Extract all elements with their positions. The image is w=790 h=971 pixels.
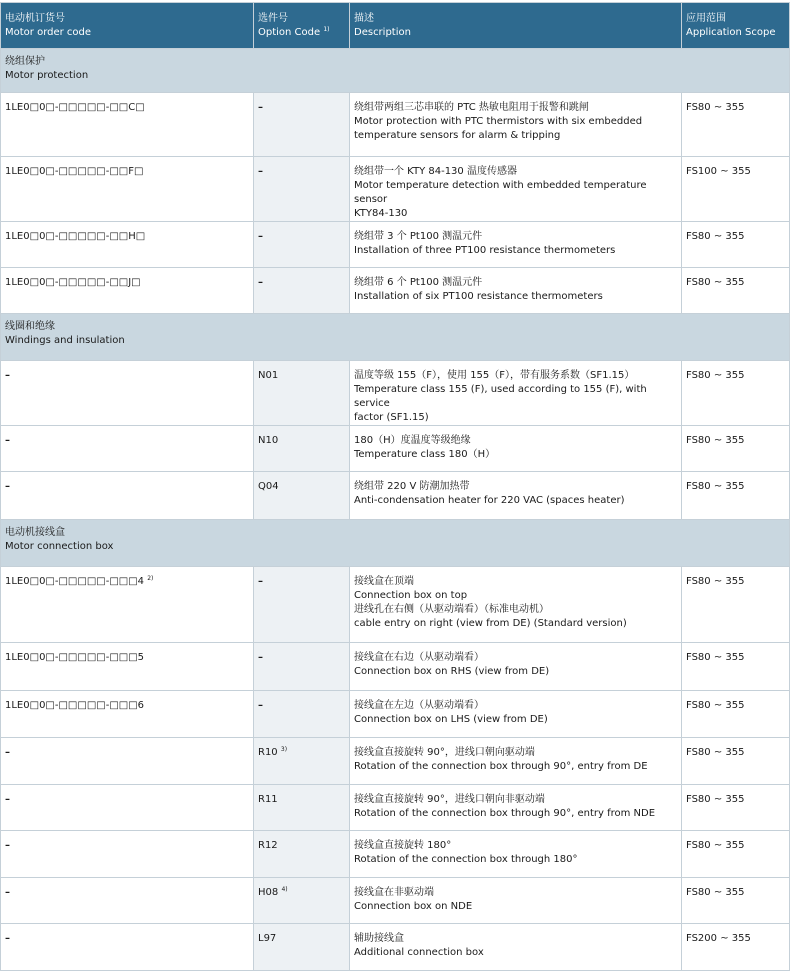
- application-scope: FS80 ~ 355: [686, 231, 745, 242]
- application-scope: FS80 ~ 355: [686, 700, 745, 711]
- description-cell: [350, 831, 682, 878]
- description-line: Anti-condensation heater for 220 VAC (spaces heater): [354, 495, 625, 506]
- option-code: –: [258, 576, 263, 587]
- description-cell: [350, 691, 682, 738]
- motor-order-code: –: [5, 794, 10, 805]
- description-cell: [350, 878, 682, 924]
- option-code: –: [258, 700, 263, 711]
- application-scope: FS80 ~ 355: [686, 481, 745, 492]
- section-header: [1, 520, 790, 567]
- motor-order-code: –: [5, 370, 10, 381]
- table-row: [1, 924, 790, 971]
- application-scope-cell: [682, 924, 790, 971]
- description-line: 绕组带 3 个 Pt100 测温元件: [354, 231, 483, 242]
- description-line: 进线孔在右侧（从驱动端看）（标准电动机）: [354, 604, 549, 615]
- option-code-cell: [254, 361, 350, 426]
- option-code: L97: [258, 933, 277, 944]
- motor-order-code: –: [5, 481, 10, 492]
- table-row: [1, 361, 790, 426]
- application-scope-cell: [682, 268, 790, 314]
- application-scope-cell: [682, 472, 790, 520]
- description-line: Rotation of the connection box through 180°: [354, 854, 578, 865]
- header-option-code: [254, 3, 350, 49]
- option-code: –: [258, 166, 263, 177]
- description-line: 接线盒在右边（从驱动端看）: [354, 652, 484, 663]
- application-scope-cell: [682, 738, 790, 785]
- table-row: [1, 472, 790, 520]
- section-title: [1, 49, 790, 93]
- description-line: Temperature class 180（H）: [354, 449, 496, 460]
- application-scope-cell: [682, 691, 790, 738]
- description-cell: [350, 785, 682, 831]
- description-line: Motor protection with PTC thermistors with six embedded: [354, 116, 643, 127]
- description-line: cable entry on right (view from DE) (Standard version): [354, 618, 627, 629]
- option-code-cell: [254, 924, 350, 971]
- application-scope-cell: [682, 93, 790, 157]
- motor-order-code-cell: [1, 222, 254, 268]
- footnote-marker: 3): [280, 746, 288, 753]
- motor-order-code-cell: [1, 567, 254, 643]
- option-code: –: [258, 102, 263, 113]
- section-title-zh: 线圈和绝缘: [5, 321, 55, 332]
- table-row: [1, 831, 790, 878]
- motor-order-code-cell: [1, 738, 254, 785]
- motor-order-code-cell: [1, 472, 254, 520]
- description-line: Motor temperature detection with embedded temperature sensor: [354, 180, 647, 205]
- option-code: –: [258, 652, 263, 663]
- motor-order-code: –: [5, 887, 10, 898]
- header-col3-en: Description: [354, 27, 411, 38]
- application-scope-cell: [682, 785, 790, 831]
- description-cell: [350, 924, 682, 971]
- description-cell: [350, 268, 682, 314]
- description-cell: [350, 157, 682, 222]
- application-scope: FS200 ~ 355: [686, 933, 751, 944]
- application-scope: FS80 ~ 355: [686, 435, 745, 446]
- table-row: [1, 93, 790, 157]
- option-code: –: [258, 277, 263, 288]
- description-cell: [350, 222, 682, 268]
- application-scope: FS80 ~ 355: [686, 747, 745, 758]
- option-code: N01: [258, 370, 279, 381]
- section-title-zh: 绕组保护: [5, 56, 45, 67]
- table-row: [1, 157, 790, 222]
- footnote-marker: 4): [281, 886, 288, 893]
- option-code-cell: [254, 785, 350, 831]
- application-scope: FS80 ~ 355: [686, 794, 745, 805]
- description-line: 绕组带一个 KTY 84-130 温度传感器: [354, 166, 517, 177]
- description-line: 辅助接线盒: [354, 933, 404, 944]
- option-code: Q04: [258, 481, 279, 492]
- description-line: 接线盒在顶端: [354, 576, 414, 587]
- description-line: 绕组带 6 个 Pt100 测温元件: [354, 277, 483, 288]
- option-code: R12: [258, 840, 278, 851]
- option-code-cell: [254, 691, 350, 738]
- header-motor-order-code: [1, 3, 254, 49]
- motor-order-code: 1LE0□0□-□□□□□-□□H□: [5, 231, 146, 242]
- motor-order-code-cell: [1, 643, 254, 691]
- application-scope-cell: [682, 222, 790, 268]
- description-line: Rotation of the connection box through 90°, entry from DE: [354, 761, 648, 772]
- description-cell: [350, 643, 682, 691]
- description-line: Connection box on LHS (view from DE): [354, 714, 548, 725]
- application-scope: FS80 ~ 355: [686, 576, 745, 587]
- description-cell: [350, 361, 682, 426]
- header-col2-en: Option Code: [258, 27, 321, 38]
- motor-order-code-cell: [1, 831, 254, 878]
- motor-order-code-cell: [1, 878, 254, 924]
- motor-order-code: –: [5, 840, 10, 851]
- section-header: [1, 49, 790, 93]
- application-scope: FS80 ~ 355: [686, 277, 745, 288]
- description-line: 接线盒直接旋转 90°，进线口朝向驱动端: [354, 747, 535, 758]
- section-title: [1, 314, 790, 361]
- application-scope: FS80 ~ 355: [686, 652, 745, 663]
- description-line: factor (SF1.15): [354, 412, 429, 423]
- description-line: Installation of three PT100 resistance thermometers: [354, 245, 616, 256]
- description-line: temperature sensors for alarm & tripping: [354, 130, 561, 141]
- table-row: [1, 426, 790, 472]
- option-code-cell: [254, 426, 350, 472]
- table-row: [1, 738, 790, 785]
- motor-order-code: 1LE0□0□-□□□□□-□□C□: [5, 102, 145, 113]
- application-scope-cell: [682, 831, 790, 878]
- description-line: Connection box on RHS (view from DE): [354, 666, 550, 677]
- application-scope-cell: [682, 878, 790, 924]
- application-scope: FS100 ~ 355: [686, 166, 751, 177]
- motor-order-code: 1LE0□0□-□□□□□-□□J□: [5, 277, 141, 288]
- motor-order-code-cell: [1, 268, 254, 314]
- table-row: [1, 643, 790, 691]
- motor-order-code: 1LE0□0□-□□□□□-□□F□: [5, 166, 144, 177]
- motor-order-code: –: [5, 933, 10, 944]
- description-line: 接线盒在非驱动端: [354, 887, 434, 898]
- option-code-cell: [254, 222, 350, 268]
- description-line: Connection box on top: [354, 590, 468, 601]
- description-line: 接线盒直接旋转 90°，进线口朝向非驱动端: [354, 794, 545, 805]
- description-cell: [350, 567, 682, 643]
- option-code: R10: [258, 747, 278, 758]
- motor-order-code-cell: [1, 691, 254, 738]
- motor-order-code: –: [5, 435, 10, 446]
- description-cell: [350, 472, 682, 520]
- description-line: Installation of six PT100 resistance thermometers: [354, 291, 603, 302]
- header-col4-zh: 应用范围: [686, 13, 726, 24]
- footnote-marker: 2): [147, 575, 154, 582]
- footnote-marker: 1): [323, 26, 330, 33]
- motor-order-code-cell: [1, 157, 254, 222]
- option-code: N10: [258, 435, 279, 446]
- section-title: [1, 520, 790, 567]
- option-code-cell: [254, 567, 350, 643]
- option-code: H08: [258, 887, 279, 898]
- description-line: KTY84-130: [354, 208, 408, 219]
- application-scope: FS80 ~ 355: [686, 887, 745, 898]
- description-cell: [350, 738, 682, 785]
- option-code-cell: [254, 472, 350, 520]
- table-row: [1, 691, 790, 738]
- option-code-cell: [254, 738, 350, 785]
- motor-order-code-cell: [1, 924, 254, 971]
- option-code-cell: [254, 831, 350, 878]
- motor-order-code-cell: [1, 361, 254, 426]
- section-header: [1, 314, 790, 361]
- table-row: [1, 567, 790, 643]
- description-line: 温度等级 155（F），使用 155（F），带有服务系数（SF1.15）: [354, 370, 635, 381]
- table-row: [1, 785, 790, 831]
- application-scope: FS80 ~ 355: [686, 102, 745, 113]
- table-row: [1, 268, 790, 314]
- application-scope-cell: [682, 567, 790, 643]
- description-line: 绕组带两组三芯串联的 PTC 热敏电阻用于报警和跳闸: [354, 102, 589, 113]
- header-col1-en: Motor order code: [5, 27, 92, 38]
- description-cell: [350, 93, 682, 157]
- application-scope-cell: [682, 426, 790, 472]
- motor-order-code: 1LE0□0□-□□□□□-□□□4: [5, 576, 145, 587]
- option-code-cell: [254, 268, 350, 314]
- table-header: [1, 3, 790, 49]
- table-row: [1, 878, 790, 924]
- description-line: 接线盒直接旋转 180°: [354, 840, 452, 851]
- application-scope-cell: [682, 643, 790, 691]
- motor-order-code-cell: [1, 785, 254, 831]
- description-line: Rotation of the connection box through 90°, entry from NDE: [354, 808, 656, 819]
- header-col3-zh: 描述: [354, 13, 374, 24]
- header-description: [350, 3, 682, 49]
- header-col4-en: Application Scope: [686, 27, 776, 38]
- header-col1-zh: 电动机订货号: [5, 13, 65, 24]
- option-code: R11: [258, 794, 278, 805]
- description-cell: [350, 426, 682, 472]
- description-line: Additional connection box: [354, 947, 484, 958]
- motor-order-code: –: [5, 747, 10, 758]
- option-code: –: [258, 231, 263, 242]
- section-title-en: Motor protection: [5, 70, 89, 81]
- header-application-scope: [682, 3, 790, 49]
- description-line: Connection box on NDE: [354, 901, 473, 912]
- motor-order-code-cell: [1, 426, 254, 472]
- section-title-en: Motor connection box: [5, 541, 114, 552]
- application-scope: FS80 ~ 355: [686, 370, 745, 381]
- table-row: [1, 222, 790, 268]
- motor-order-code: 1LE0□0□-□□□□□-□□□5: [5, 652, 145, 663]
- option-code-cell: [254, 643, 350, 691]
- option-code-cell: [254, 93, 350, 157]
- description-line: 接线盒在左边（从驱动端看）: [354, 700, 484, 711]
- motor-order-code-cell: [1, 93, 254, 157]
- section-title-en: Windings and insulation: [5, 335, 125, 346]
- option-code-cell: [254, 878, 350, 924]
- motor-order-code: 1LE0□0□-□□□□□-□□□6: [5, 700, 145, 711]
- section-title-zh: 电动机接线盒: [5, 527, 65, 538]
- header-col2-zh: 选件号: [258, 13, 288, 24]
- description-line: 180（H）度温度等级绝缘: [354, 435, 471, 446]
- application-scope-cell: [682, 157, 790, 222]
- description-line: 绕组带 220 V 防潮加热带: [354, 481, 470, 492]
- application-scope: FS80 ~ 355: [686, 840, 745, 851]
- option-code-cell: [254, 157, 350, 222]
- application-scope-cell: [682, 361, 790, 426]
- description-line: Temperature class 155 (F), used according to 155 (F), with service: [354, 384, 647, 409]
- options-table: [0, 2, 790, 971]
